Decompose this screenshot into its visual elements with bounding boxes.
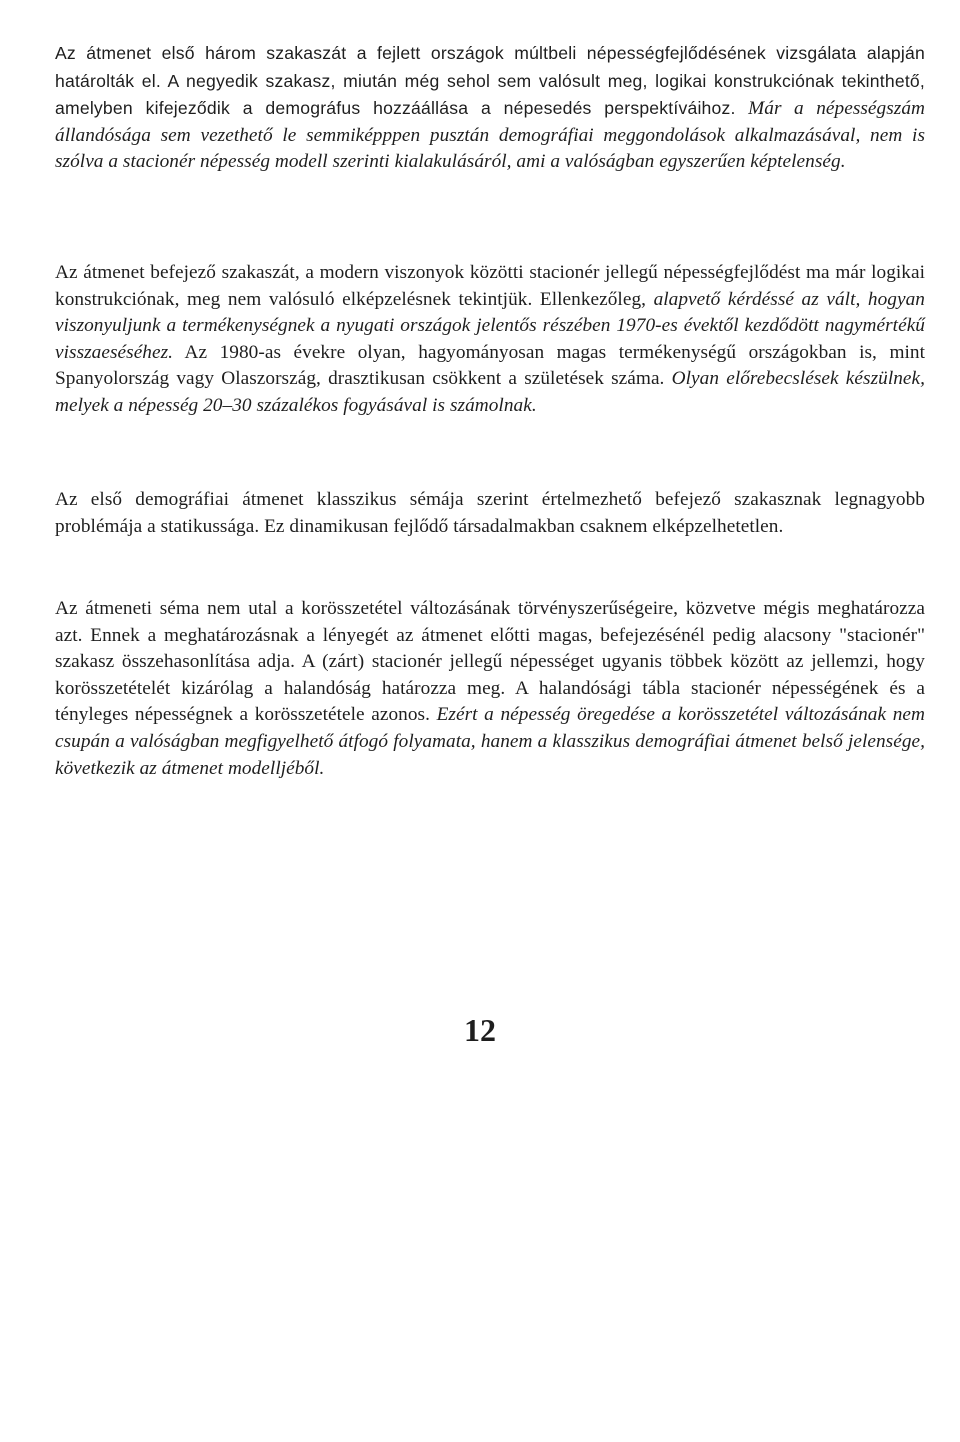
paragraph-1-italic-text: Már a népességszám állandósága sem vezethető le semmiképppen pusztán demográfiai meggondolások alkalmazásával, nem is szólva a stacionér népesség modell szerinti kialakulásáról, ami a valóságban egyszerűen képtelenség. [55, 98, 926, 173]
paragraph-4 [55, 596, 925, 782]
paragraph-2-italic-text-1: alapvető kérdéssé az vált, hogyan viszonyuljunk a termékenységnek a nyugati országok jelentős részében 1970-es évektől kezdődött nagymértékű visszaeséséhez. [55, 288, 925, 363]
paragraph-2 [55, 260, 925, 420]
paragraph-2-italic-text-2: Olyan előrebecslések készülnek, melyek a népesség 20–30 százalékos fogyásával is számolnak. [55, 368, 925, 416]
paragraph-4-text: Az átmeneti séma nem utal a korösszetétel változásának törvényszerűségeire, közvetve mégis meghatározza azt. Ennek a meghatározásnak a lényegét az átmenet előtti magas, befejezésénél pedig alacsony "stacionér" szakasz összehasonlítása adja. A (zárt) stacionér jellegű népességet ugyanis többek között az jellemzi, hogy korösszetételét kizárólag a halandóság határozza meg. A halandósági tábla stacionér népességének és a tényleges népességnek a korösszetétele azonos. [55, 598, 925, 726]
paragraph-4-italic-text: Ezért a népesség öregedése a korösszetétel változásának nem csupán a valóságban megfigyelhető átfogó folyamata, hanem a klasszikus demográfiai átmenet belső jelensége, következik az átmenet modelljéből. [55, 704, 925, 779]
page-number: 12 [464, 1012, 496, 1048]
paragraph-2-text-1: Az átmenet befejező szakaszát, a modern viszonyok közötti stacionér jellegű népességfejlődést ma már logikai konstrukciónak, meg nem valósuló elképzelésnek tekintjük. Ellenkezőleg, [55, 262, 925, 310]
paragraph-1 [55, 40, 925, 176]
paragraph-2-text-2: Az 1980-as évekre olyan, hagyományosan magas termékenységű országokban is, mint Spanyolország vagy Olaszország, drasztikusan csökkent a születések száma. [55, 341, 926, 390]
paragraph-1-text: Az átmenet első három szakaszát a fejlett országok múltbeli népességfejlődésének vizsgálata alapján határolták el. A negyedik szakasz, miután még sehol sem valósult meg, logikai konstrukciónak tekinthető, amelyben kifejeződik a demográfus hozzáállása a népesedés perspektíváihoz. [55, 43, 925, 119]
paragraph-3-text: Az első demográfiai átmenet klasszikus sémája szerint értelmezhető befejező szakasznak legnagyobb problémája a statikussága. Ez dinamikusan fejlődő társadalmakban csaknem elképzelhetetlen. [55, 489, 925, 537]
paragraph-3 [55, 487, 925, 540]
